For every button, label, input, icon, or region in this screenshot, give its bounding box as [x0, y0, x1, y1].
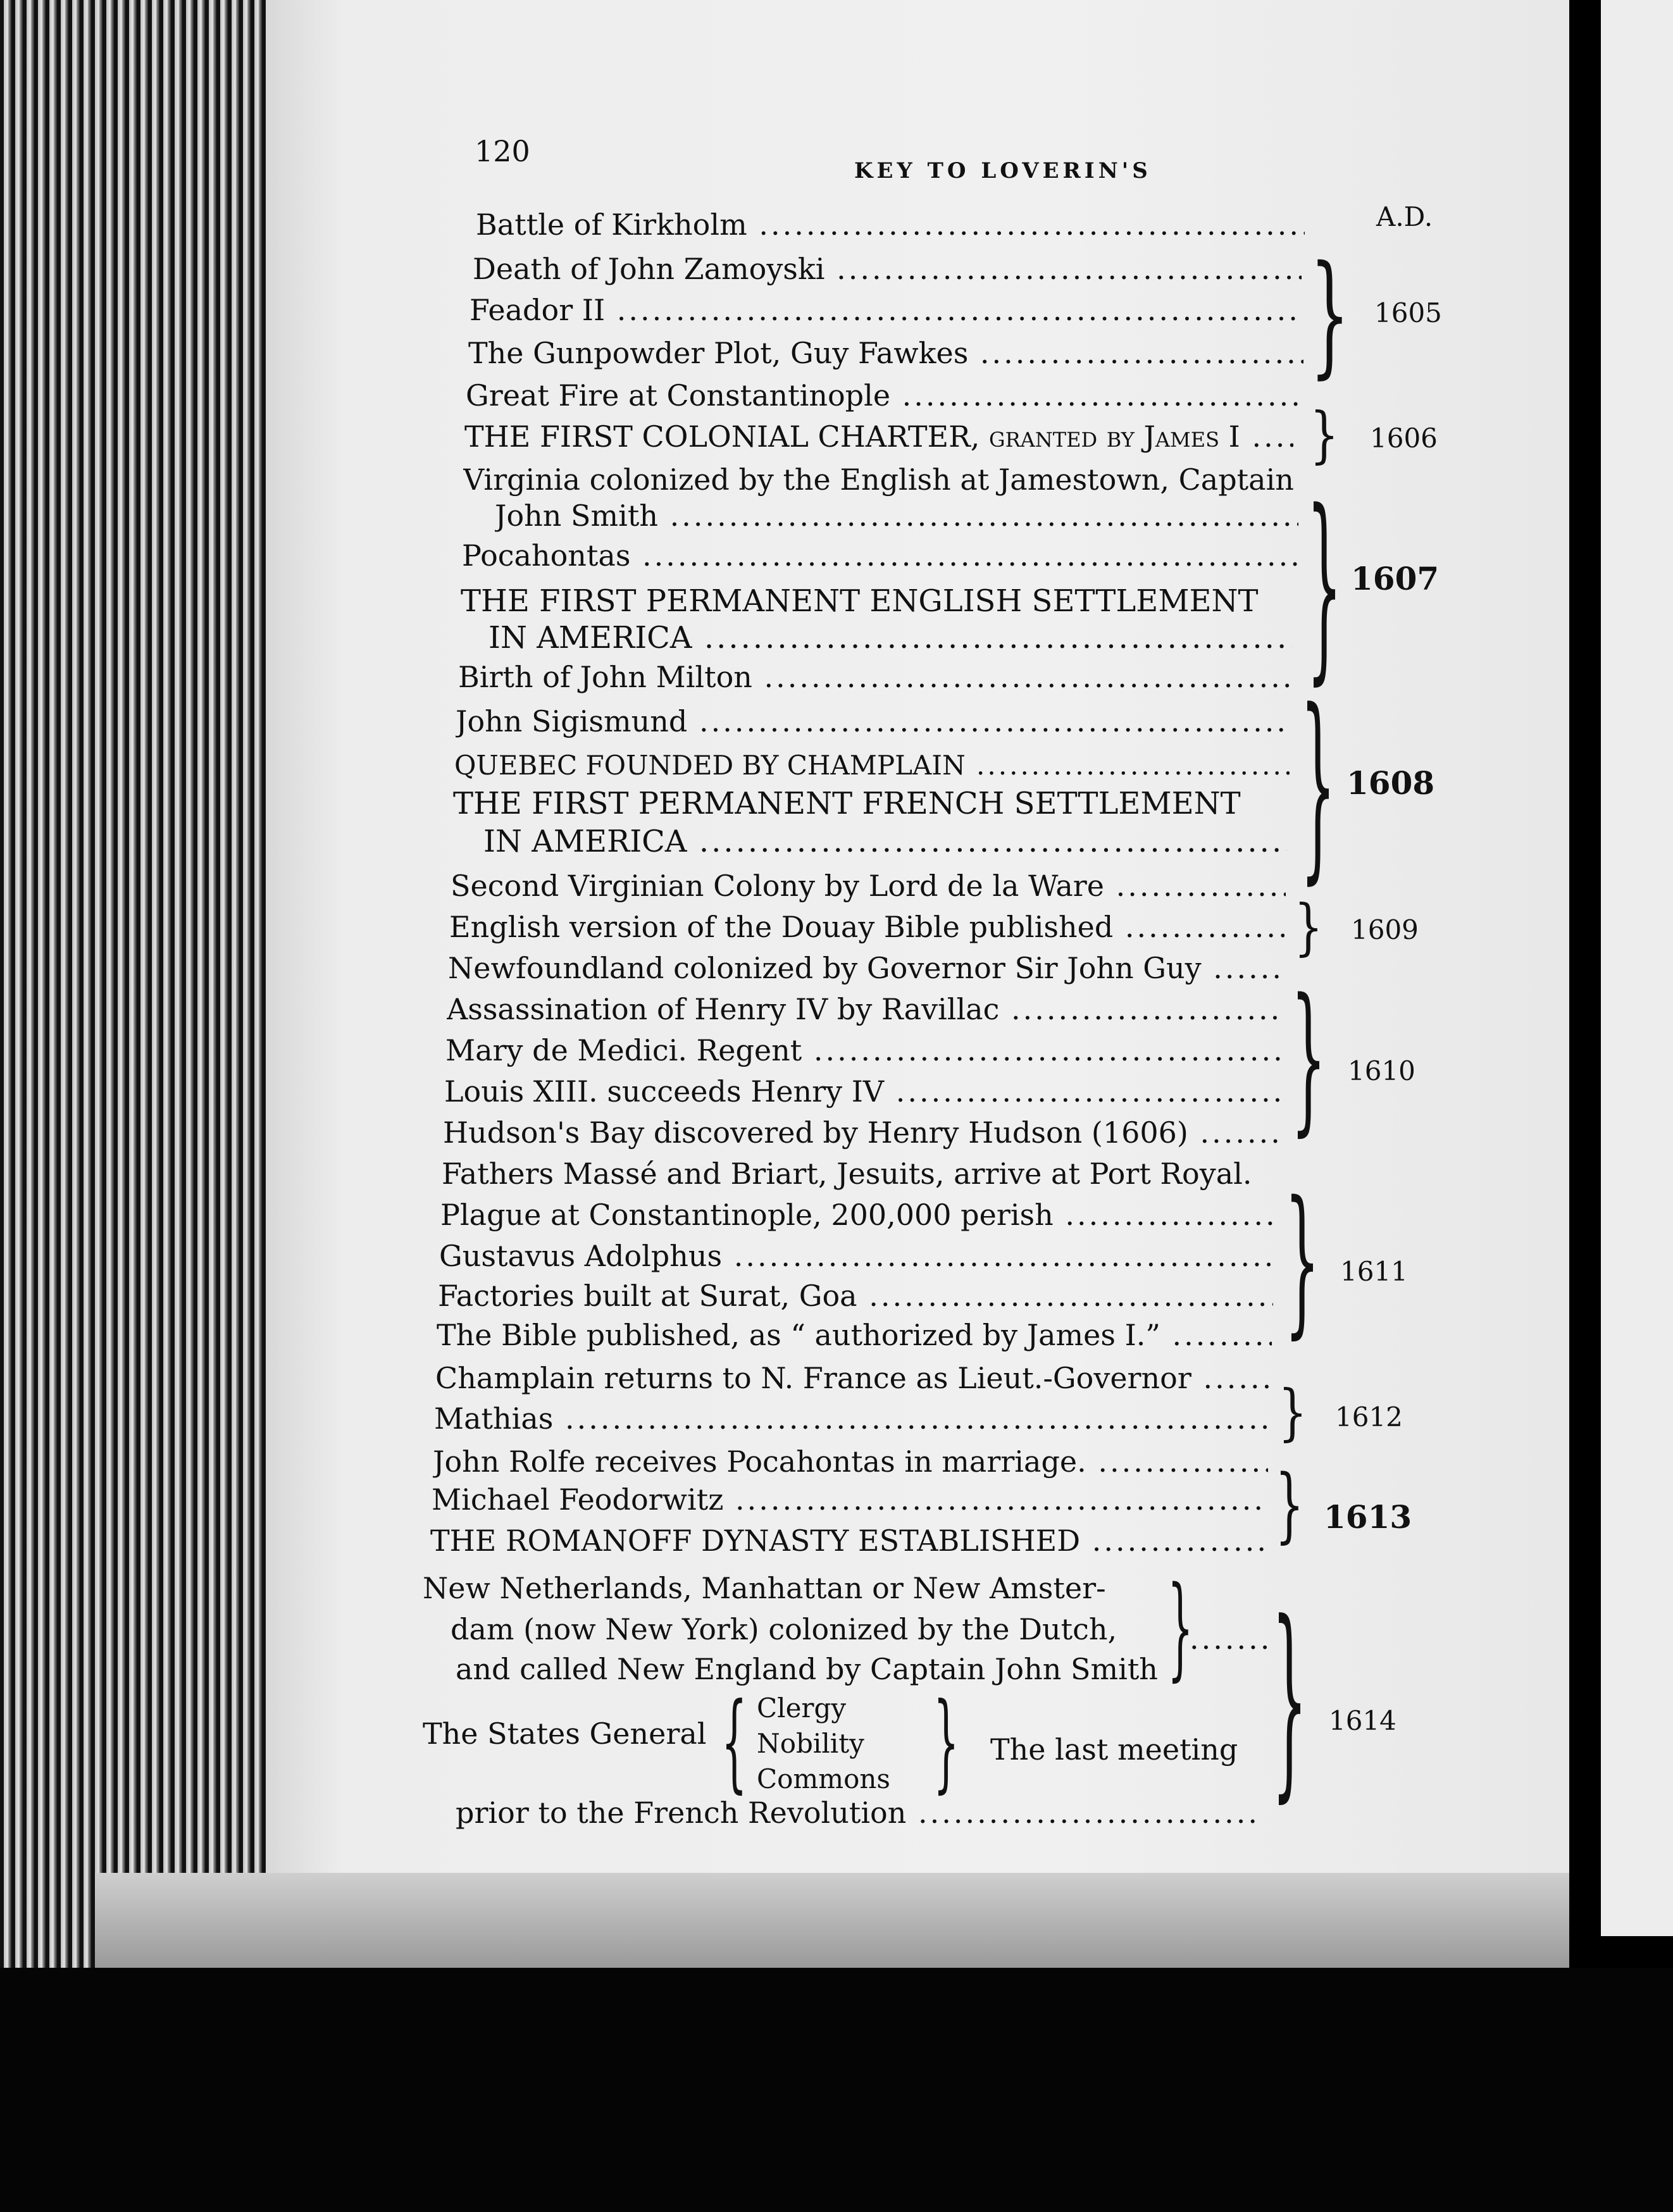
- entry-line: The Gunpowder Plot, Guy Fawkes .....: [468, 334, 1303, 372]
- entry-line: Death of John Zamoyski .....: [473, 250, 1302, 288]
- year-label: 1610: [1348, 1055, 1415, 1086]
- entry-line: Feador II .....: [470, 291, 1298, 329]
- entry-line: Pocahontas .....: [462, 537, 1297, 575]
- grouping-brace: }: [1310, 399, 1339, 471]
- paper-bottom-shadow: [95, 1873, 1569, 1968]
- entry-line: Fathers Massé and Briart, Jesuits, arrive at Port Royal.: [442, 1157, 1252, 1191]
- entry-line: Louis XIII. succeeds Henry IV .....: [444, 1072, 1279, 1110]
- leader-dots: [1190, 1620, 1272, 1658]
- entry-line: Hudson's Bay discovered by Henry Hudson (1606) .....: [443, 1114, 1278, 1152]
- year-label: 1607: [1351, 560, 1440, 597]
- grouping-brace: {: [721, 1680, 747, 1804]
- entry-line: Champlain returns to N. France as Lieut.-Governor .....: [435, 1359, 1271, 1397]
- entry-line: Plague at Constantinople, 200,000 perish .....: [440, 1196, 1276, 1234]
- entry-line: IN AMERICA .....: [483, 823, 1287, 861]
- entry-line: and called New England by Captain John Smith: [456, 1652, 1158, 1686]
- estate-item: Clergy: [757, 1693, 847, 1724]
- entry-line: prior to the French Revolution .....: [456, 1794, 1262, 1832]
- year-label: 1614: [1329, 1705, 1396, 1736]
- grouping-brace: }: [1300, 666, 1336, 902]
- entry-line: Second Virginian Colony by Lord de la Ware .....: [451, 867, 1286, 905]
- entry-line: Mathias .....: [434, 1400, 1269, 1438]
- entry-line: Birth of John Milton .....: [458, 658, 1293, 696]
- entry-line: The Bible published, as “ authorized by James I.” .....: [437, 1316, 1272, 1354]
- grouping-brace: }: [1284, 1167, 1320, 1353]
- entry-line: Mary de Medici. Regent .....: [445, 1031, 1281, 1069]
- entry-line: Virginia colonized by the English at Jamestown, Captain: [463, 463, 1294, 497]
- year-label: 1605: [1374, 297, 1442, 328]
- running-head: KEY TO LOVERIN'S: [854, 158, 1152, 183]
- entry-line: THE FIRST PERMANENT FRENCH SETTLEMENT: [453, 786, 1241, 821]
- entry-line: English version of the Douay Bible published .....: [449, 908, 1284, 946]
- year-label: 1613: [1324, 1498, 1412, 1536]
- estates-list: [757, 1691, 890, 1797]
- page-number: 120: [475, 134, 530, 168]
- entry-line: THE FIRST PERMANENT ENGLISH SETTLEMENT: [461, 583, 1259, 619]
- grouping-brace: }: [1272, 1577, 1307, 1820]
- entry-line: THE ROMANOFF DYNASTY ESTABLISHED .....: [430, 1522, 1266, 1560]
- grouping-brace: }: [1278, 1377, 1307, 1448]
- grouping-brace: }: [1167, 1562, 1193, 1693]
- entry-line: Gustavus Adolphus .....: [439, 1237, 1274, 1275]
- grouping-brace: }: [1294, 892, 1323, 963]
- entry-line: John Rolfe receives Pocahontas in marriage. .....: [433, 1443, 1268, 1481]
- column-label: A.D.: [1376, 201, 1433, 232]
- estate-item: Nobility: [757, 1728, 864, 1759]
- entry-line: QUEBEC FOUNDED BY CHAMPLAIN .....: [454, 747, 1290, 785]
- facing-page-edge: [1601, 0, 1673, 1936]
- grouping-brace: }: [1275, 1457, 1304, 1552]
- grouping-brace: }: [1310, 237, 1350, 392]
- entry-line: Assassination of Henry IV by Ravillac .....: [447, 990, 1282, 1028]
- entry-line: Factories built at Surat, Goa .....: [438, 1277, 1273, 1315]
- year-label: 1611: [1340, 1256, 1408, 1287]
- entry-line: THE FIRST COLONIAL CHARTER, granted by James I .....: [464, 418, 1293, 456]
- entry-line: The States General: [423, 1717, 707, 1751]
- scan-background: [0, 1968, 1673, 2212]
- entry-line: Great Fire at Constantinople .....: [466, 376, 1301, 414]
- year-label: 1612: [1335, 1401, 1403, 1432]
- entry-line: John Smith .....: [495, 497, 1298, 535]
- estate-item: Commons: [757, 1763, 890, 1794]
- year-label: 1609: [1351, 914, 1419, 945]
- grouping-brace: }: [1307, 467, 1342, 703]
- year-label: 1606: [1370, 423, 1438, 454]
- entry-line: The last meeting: [990, 1732, 1238, 1767]
- entry-line: Battle of Kirkholm .....: [476, 206, 1305, 244]
- entry-line: Newfoundland colonized by Governor Sir John Guy .....: [448, 949, 1283, 987]
- grouping-brace: }: [1291, 964, 1326, 1151]
- grouping-brace: }: [933, 1680, 959, 1804]
- entry-line: New Netherlands, Manhattan or New Amster-: [423, 1571, 1106, 1605]
- entry-line: dam (now New York) colonized by the Dutch,: [451, 1612, 1117, 1646]
- year-label: 1608: [1346, 764, 1435, 802]
- entry-line: John Sigismund .....: [456, 702, 1291, 740]
- entry-line: IN AMERICA .....: [488, 619, 1292, 657]
- entry-line: Michael Feodorwitz .....: [432, 1481, 1267, 1519]
